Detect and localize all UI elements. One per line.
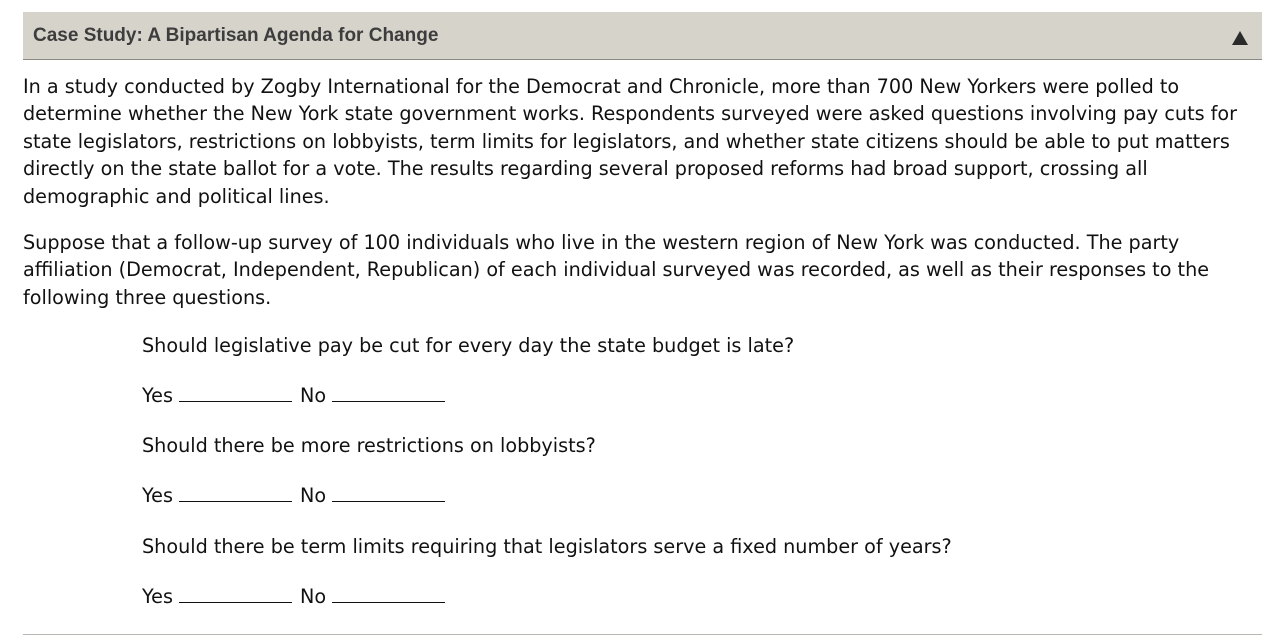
panel-header[interactable] <box>23 12 1262 60</box>
triangle-up-icon[interactable] <box>1232 31 1248 45</box>
question-1-answers <box>142 384 453 407</box>
no-label: No <box>299 585 327 608</box>
no-label: No <box>299 384 327 407</box>
survey-paragraph: Suppose that a follow-up survey of 100 individuals who live in the western region of New York was conducted. The party affiliation (Democrat, Independent, Republican) of each individual surveyed was recorded, as well as their responses to the following three questions. <box>23 231 1210 309</box>
no-blank[interactable] <box>332 601 445 603</box>
question-2-answers <box>142 484 453 507</box>
yes-label: Yes <box>142 484 173 507</box>
case-study-panel <box>23 12 1262 608</box>
yes-label: Yes <box>142 585 173 608</box>
yes-label: Yes <box>142 384 173 407</box>
yes-blank[interactable] <box>179 400 292 402</box>
question-2-text: Should there be more restrictions on lobbyists? <box>142 434 596 457</box>
no-blank[interactable] <box>332 500 445 502</box>
panel-title: Case Study: A Bipartisan Agenda for Change <box>33 24 439 46</box>
no-label: No <box>299 484 327 507</box>
no-blank[interactable] <box>332 400 445 402</box>
question-3-text: Should there be term limits requiring that legislators serve a fixed number of years? <box>142 535 952 558</box>
yes-blank[interactable] <box>179 601 292 603</box>
question-3-answers <box>142 585 453 608</box>
question-1-text: Should legislative pay be cut for every day the state budget is late? <box>142 334 795 357</box>
yes-blank[interactable] <box>179 500 292 502</box>
bottom-divider <box>23 634 1262 635</box>
intro-paragraph: In a study conducted by Zogby International for the Democrat and Chronicle, more than 700 New Yorkers were polled to determine whether the New York state government works. Respondents surveyed were asked questions involving pay cuts for state legislators, restrictions on lobbyists, term limits for legislators, and whether state citizens should be able to put matters directly on the state ballot for a vote. The results regarding several proposed reforms had broad support, crossing all demographic and political lines. <box>23 75 1238 208</box>
